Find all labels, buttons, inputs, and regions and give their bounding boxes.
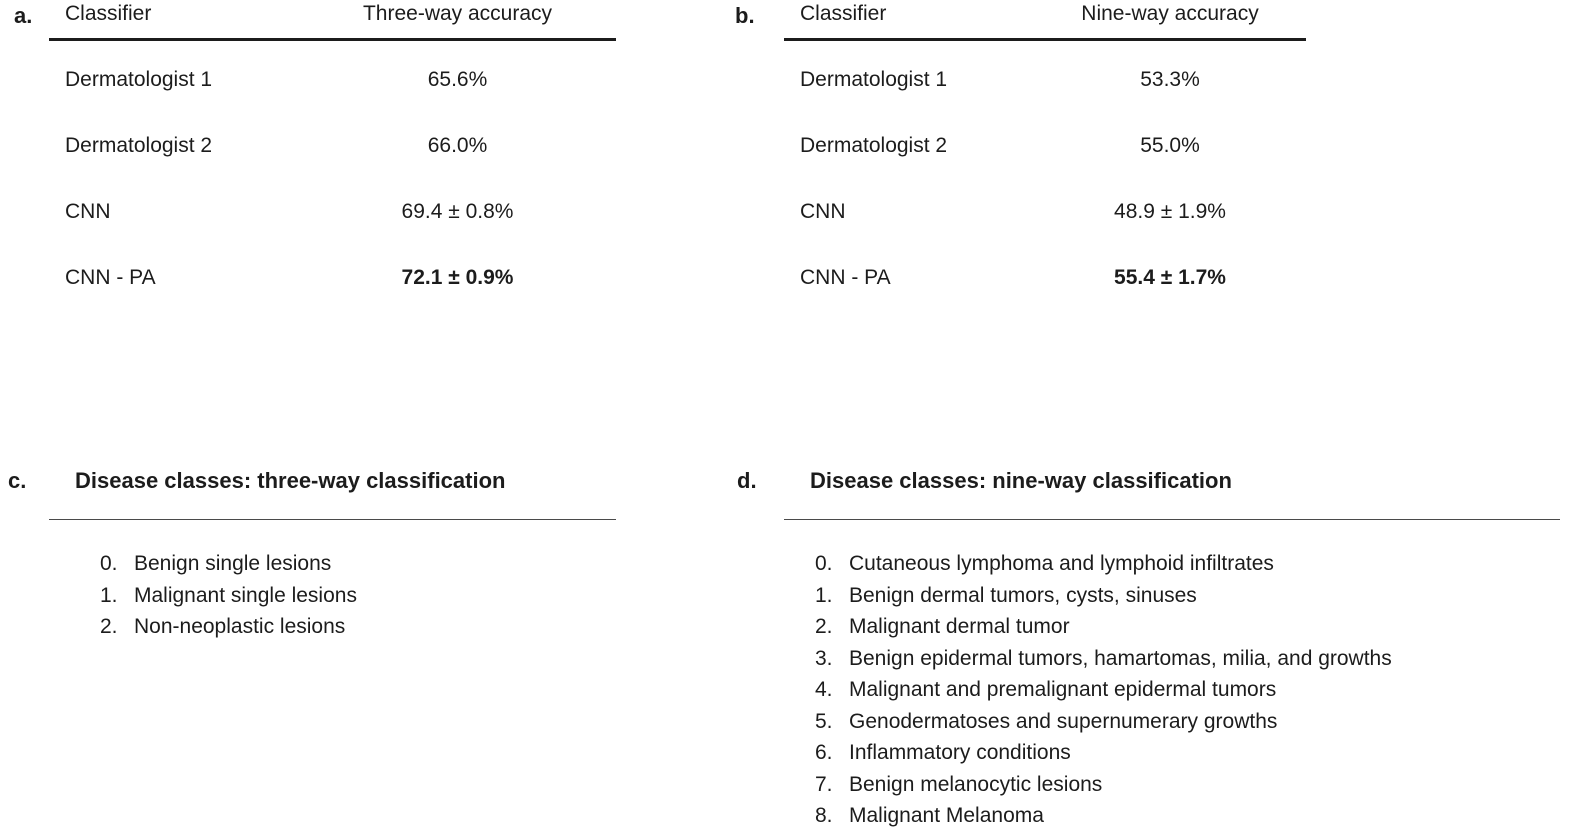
accuracy-value: 48.9 ± 1.9% — [1114, 200, 1226, 223]
accuracy-value: 53.3% — [1140, 68, 1200, 91]
item-number: 8. — [815, 804, 833, 827]
list-item — [100, 548, 600, 580]
panel-b-header-row — [784, 2, 1306, 41]
table-row — [784, 179, 1306, 245]
list-item — [815, 580, 1555, 612]
panel-d-divider — [784, 519, 1560, 520]
panel-d-label: d. — [737, 468, 757, 493]
item-number: 6. — [815, 741, 833, 764]
item-text: Malignant dermal tumor — [849, 615, 1070, 638]
panel-a-label: a. — [14, 3, 33, 28]
panel-d-disease-list — [815, 548, 1555, 832]
classifier-name: Dermatologist 1 — [800, 68, 948, 91]
item-text: Cutaneous lymphoma and lymphoid infiltrates — [849, 552, 1274, 575]
panel-d-title: Disease classes: nine-way classification — [810, 468, 1232, 493]
item-text: Inflammatory conditions — [849, 741, 1071, 764]
panel-b-table — [784, 2, 1306, 311]
list-item — [100, 580, 600, 612]
table-row — [784, 47, 1306, 113]
panel-b-col-accuracy: Nine-way accuracy — [1081, 2, 1259, 25]
item-number: 2. — [100, 615, 118, 638]
list-item — [815, 706, 1555, 738]
table-row — [784, 113, 1306, 179]
accuracy-value: 55.4 ± 1.7% — [1114, 266, 1226, 289]
panel-c-title: Disease classes: three-way classification — [75, 468, 506, 493]
panel-c-label: c. — [8, 468, 27, 493]
list-item — [100, 611, 600, 643]
classifier-name: Dermatologist 2 — [800, 134, 948, 157]
classifier-name: Dermatologist 2 — [65, 134, 213, 157]
item-text: Malignant Melanoma — [849, 804, 1044, 827]
item-text: Benign dermal tumors, cysts, sinuses — [849, 583, 1197, 607]
list-item — [815, 643, 1555, 675]
panel-b-label: b. — [735, 3, 755, 28]
classifier-name: CNN — [800, 200, 846, 223]
list-item — [815, 611, 1555, 643]
item-text: Genodermatoses and supernumerary growths — [849, 709, 1278, 733]
item-text: Benign epidermal tumors, hamartomas, milia, and growths — [849, 646, 1392, 670]
classifier-name: Dermatologist 1 — [65, 68, 213, 91]
list-item — [815, 548, 1555, 580]
item-number: 0. — [100, 552, 118, 575]
item-number: 1. — [100, 583, 118, 607]
panel-a-col-accuracy: Three-way accuracy — [362, 2, 553, 25]
table-row — [49, 113, 616, 179]
panel-c-disease-list — [100, 548, 600, 643]
accuracy-value: 65.6% — [427, 68, 488, 91]
list-item — [815, 737, 1555, 769]
item-text: Benign single lesions — [134, 552, 332, 575]
item-text: Non-neoplastic lesions — [134, 615, 346, 638]
item-number: 2. — [815, 615, 833, 638]
accuracy-value: 72.1 ± 0.9% — [401, 266, 514, 289]
classifier-name: CNN - PA — [65, 266, 156, 289]
item-number: 7. — [815, 772, 833, 796]
panel-a-header-row — [49, 2, 616, 41]
panel-a-col-classifier: Classifier — [65, 2, 152, 25]
classifier-name: CNN — [65, 200, 111, 223]
classifier-name: CNN - PA — [800, 266, 891, 289]
accuracy-value: 55.0% — [1140, 134, 1200, 157]
list-item — [815, 800, 1555, 832]
table-row — [784, 245, 1306, 311]
item-number: 4. — [815, 678, 833, 701]
item-text: Malignant and premalignant epidermal tumors — [849, 678, 1277, 701]
panel-a-table — [49, 2, 616, 311]
accuracy-value: 66.0% — [427, 134, 488, 157]
list-item — [815, 769, 1555, 801]
item-number: 0. — [815, 552, 833, 575]
panel-b-col-classifier: Classifier — [800, 2, 887, 25]
panel-c-divider — [49, 519, 616, 520]
item-number: 3. — [815, 646, 833, 670]
item-number: 1. — [815, 583, 833, 607]
item-text: Malignant single lesions — [134, 583, 357, 607]
table-row — [49, 179, 616, 245]
table-row — [49, 47, 616, 113]
accuracy-value: 69.4 ± 0.8% — [401, 200, 514, 223]
item-number: 5. — [815, 709, 833, 733]
panel-a-table-body — [49, 41, 616, 311]
panel-b-table-body — [784, 41, 1306, 311]
list-item — [815, 674, 1555, 706]
item-text: Benign melanocytic lesions — [849, 772, 1103, 796]
table-row — [49, 245, 616, 311]
